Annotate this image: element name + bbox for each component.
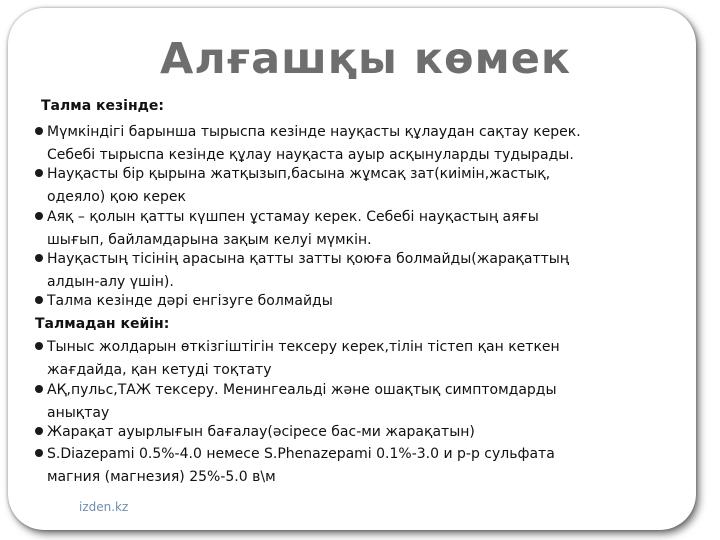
footer-source: izden.kz (79, 500, 129, 514)
list-item-text: Науқастың тісінің арасына қатты затты қоюға болмайды(жарақаттың алдын-алу үшін). (47, 251, 570, 290)
list-item-text: Жарақат ауырлығын бағалау(әсіресе бас-ми жарақатын) (47, 424, 475, 440)
bullet-icon (35, 127, 43, 135)
bullet-icon (35, 385, 43, 393)
list-item-text: Аяқ – қолын қатты күшпен ұстамау керек. Себебі науқастың аяғы шығып, байламдарына зақым келуі мүмкін. (47, 209, 539, 248)
list-item (35, 290, 685, 313)
list-item (35, 248, 685, 294)
list-item (35, 206, 685, 252)
list-item-text: АҚ,пульс,ТАЖ тексеру. Менингеальді және ошақтық симптомдарды анықтау (47, 382, 557, 421)
list-item (35, 379, 685, 425)
section-heading-after-seizure: Талмадан кейін: (35, 316, 170, 332)
bullet-icon (35, 169, 43, 177)
list-item-text: S.Diazepami 0.5%-4.0 немесе S.Phenazepami 0.1%-3.0 и р-р сульфата магния (магнезия) 25%-5.0 в\м (47, 446, 555, 485)
list-item (35, 121, 685, 167)
bullet-icon (35, 342, 43, 350)
list-item (35, 421, 685, 444)
list-item (35, 443, 685, 489)
list-item (35, 336, 685, 382)
bullet-icon (35, 449, 43, 457)
section-heading-seizure: Талма кезінде: (41, 98, 165, 114)
bullet-icon (35, 212, 43, 220)
list-item (35, 163, 685, 209)
bullet-icon (35, 427, 43, 435)
list-item-text: Талма кезінде дәрі енгізуге болмайды (47, 293, 333, 309)
bullet-icon (35, 296, 43, 304)
list-item-text: Тыныс жолдарын өткізгіштігін тексеру керек,тілін тістеп қан кеткен жағдайда, қан кетуді тоқтату (47, 339, 560, 378)
list-item-text: Науқасты бір қырына жатқызып,басына жұмсақ зат(киімін,жастық, одеяло) қою керек (47, 166, 551, 205)
list-item-text: Мүмкіндігі барынша тырыспа кезінде науқасты құлаудан сақтау керек. Себебі тырыспа кезінде құлау науқаста ауыр асқынуларды тудырады. (47, 124, 581, 163)
bullet-icon (35, 254, 43, 262)
slide-title: Алғашқы көмек (160, 34, 572, 84)
